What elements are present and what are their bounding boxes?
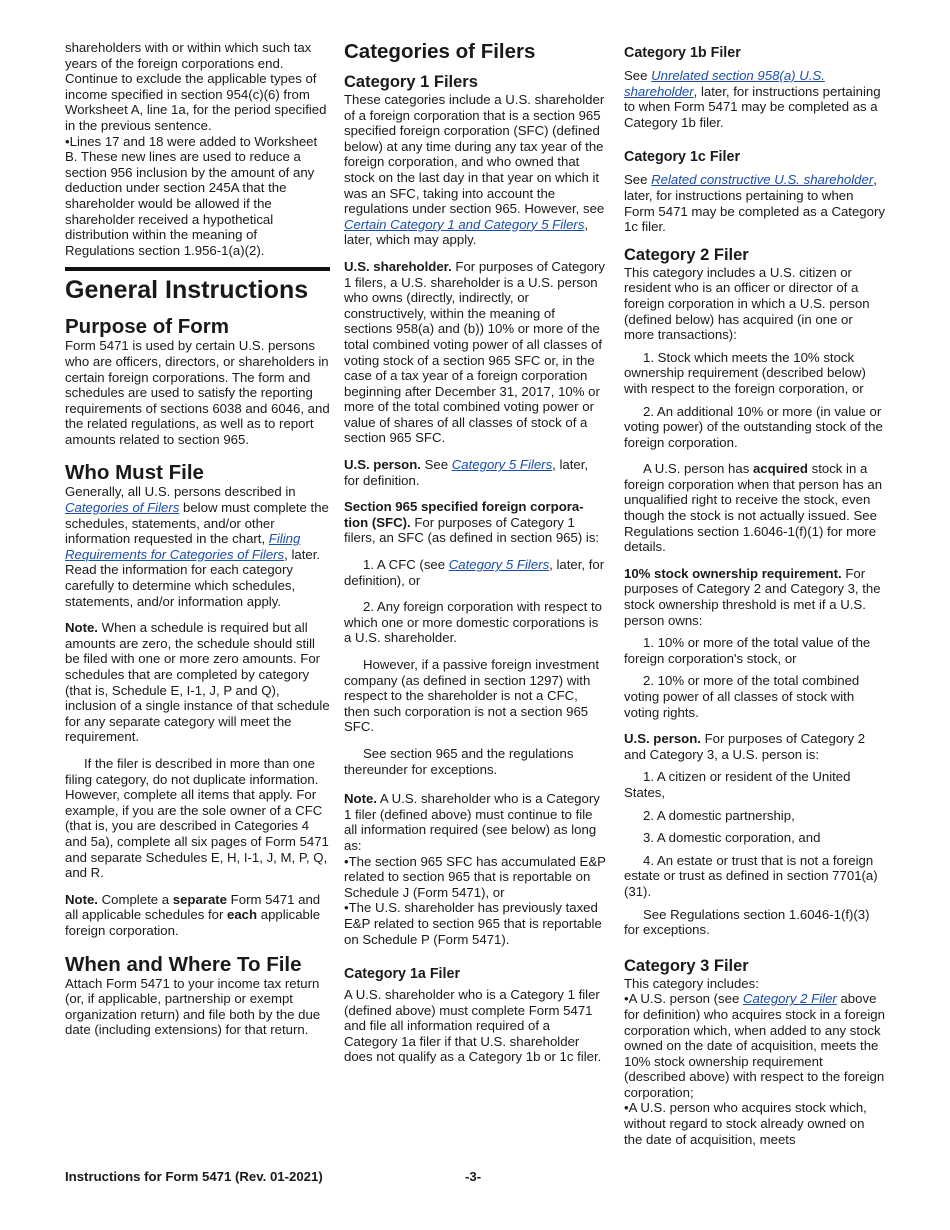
term-label: Section 965 specified foreign corpora-tion (SFC). (344, 499, 584, 530)
purpose-heading: Purpose of Form (65, 315, 230, 339)
column-left (65, 40, 330, 1038)
category-1-paragraph (344, 92, 606, 248)
emphasis: each (227, 907, 258, 923)
text: above for definition) who acquires stock in a foreign corporation which, when added to any stock owned on the date of acquisition, meets the 10% stock ownership requirement (described above) with respect to the foreign corporation; (624, 991, 885, 1100)
term-label: U.S. person. (624, 731, 701, 747)
text: For purposes of Category 1 filers, an SFC (as defined in section 965) is: (344, 514, 600, 546)
column-middle (344, 40, 606, 1065)
note-label: Note. (65, 620, 98, 636)
text: See (624, 172, 652, 188)
note-label: Note. (344, 791, 377, 807)
us-person-item-2: 2. A domestic partnership, (643, 807, 795, 823)
category-1-note (344, 791, 606, 853)
category-1-heading: Category 1 Filers (344, 73, 478, 91)
text: A U.S. shareholder who is a Category 1 filer (defined above) must continue to file all information required (see below) as long as: (344, 791, 600, 853)
ownership-requirement-paragraph (624, 566, 886, 628)
category-1b-paragraph (624, 68, 886, 130)
note-label: Note. (65, 891, 98, 907)
emphasis: acquired (752, 461, 808, 477)
text: stock in a foreign corporation when that person has an unqualified right to receive the stock, even though the stock is not actually issued. See Regulations section 1.6046-1(f)(1) for more details. (624, 461, 883, 555)
purpose-paragraph: Form 5471 is used by certain U.S. persons who are officers, directors, or shareholders in certain foreign corporations. The form and schedules are used to satisfy the reporting requirements of sections 6038 and 6046, and the related regulations, as well as to report amounts related to section 965. (65, 338, 330, 447)
us-person-item-3: 3. A domestic corporation, and (643, 830, 821, 846)
who-must-file-heading: Who Must File (65, 461, 204, 485)
text: For purposes of Category 2 and Category 3, the stock ownership threshold is met if a U.S. person owns: (624, 565, 881, 628)
text: , later, which may apply. (344, 216, 589, 248)
text: , later, for instructions pertaining to when Form 5471 may be completed as a Category 1c filer. (624, 172, 885, 235)
text: Generally, all U.S. persons described in (65, 484, 296, 500)
us-shareholder-paragraph (344, 259, 606, 446)
category-3-heading: Category 3 Filer (624, 956, 749, 975)
term-label: 10% stock ownership requirement. (624, 565, 842, 581)
text: , later, for instructions pertaining to when Form 5471 may be completed as a Category 1b filer. (624, 83, 881, 130)
category-2-link[interactable]: Category 2 Filer (742, 991, 837, 1007)
sfc-paragraph (344, 499, 606, 546)
us-person-item-1: 1. A citizen or resident of the United States, (624, 769, 851, 800)
category-1a-heading: Category 1a Filer (344, 966, 461, 983)
text: below must complete the schedules, statements, and/or other information requested in the chart, (65, 500, 329, 547)
column-right (624, 40, 886, 1147)
general-instructions-heading: General Instructions (65, 267, 330, 305)
category-3-paragraph: This category includes: (624, 975, 759, 991)
text: A U.S. person has (643, 461, 753, 477)
text: These categories include a U.S. shareholder of a foreign corporation that is a section 965 specified foreign corporation (SFC) (defined below) at any time during any tax year of the foreign corporation, and who owned that stock on the last day in that year on which it was an SFC, taking into account the regulations under section 965. However, see (344, 92, 605, 217)
unrelated-shareholder-link[interactable]: Unrelated section 958(a) U.S. shareholder (624, 68, 825, 99)
category-5-link[interactable]: Category 5 Filers (448, 557, 550, 573)
text: A U.S. person (see (628, 991, 743, 1007)
sfc-item-1 (344, 557, 606, 588)
text: For purposes of Category 2 and Category 3, a U.S. person is: (624, 731, 866, 762)
when-where-heading: When and Where To File (65, 952, 302, 976)
text: When a schedule is required but all amounts are zero, the schedule should still be filed with one or more zero amounts. For schedules that are completed by category (that is, Schedule E, I-1, J, P and Q), inclusion of a single instance of that schedule for any separate category will meet the requirement. (65, 620, 330, 745)
category-3-bullet (624, 991, 886, 1100)
term-label: U.S. shareholder. (344, 258, 452, 274)
category-2-item-2: 2. An additional 10% or more (in value or voting power) of the outstanding stock of the foreign corporation. (624, 403, 883, 450)
acquired-paragraph (624, 461, 886, 555)
emphasis: separate (172, 891, 228, 907)
who-must-file-paragraph (65, 484, 330, 609)
when-where-paragraph: Attach Form 5471 to your income tax return (or, if applicable, partnership or exempt organization return) and file both by the due date (including extensions) for that return. (65, 975, 321, 1038)
text: See (624, 68, 652, 83)
pfic-paragraph: However, if a passive foreign investment company (as defined in section 1297) with respect to the shareholder is not a CFC, then such corporation is not a section 965 SFC. (344, 657, 600, 735)
text: 1. A CFC (see (363, 557, 449, 573)
us-person-paragraph (344, 457, 606, 488)
exceptions-paragraph: See Regulations section 1.6046-1(f)(3) for exceptions. (624, 906, 870, 938)
note-bullet: • The section 965 SFC has accumulated E&P related to section 965 that is reportable on Schedule J (Form 5471), or (344, 854, 606, 901)
sfc-item-2: 2. Any foreign corporation with respect to which one or more domestic corporations is a U.S. shareholder. (344, 599, 602, 646)
term-label: U.S. person. (344, 457, 421, 473)
category-2-item-1: 1. Stock which meets the 10% stock ownership requirement (described below) with respect to the foreign corporation, or (624, 349, 866, 396)
category-3-bullet: • A U.S. person who acquires stock which, without regard to stock already owned on the date of acquisition, meets (624, 1100, 886, 1147)
note-separate-form (65, 892, 330, 939)
exceptions-paragraph: See section 965 and the regulations thereunder for exceptions. (344, 745, 574, 777)
category-5-link[interactable]: Category 5 Filers (451, 457, 553, 473)
text: See (420, 457, 452, 473)
requirement-item-2: 2. 10% or more of the total combined voting power of all classes of stock with voting rights. (624, 673, 860, 720)
intro-paragraph: shareholders with or within which such tax years of the foreign corporations end. Continue to exclude the applicable types of income specified in section 954(c)(6) from Worksheet A, line 1a, for the period specified in the previous sentence. (65, 40, 327, 133)
intro-bullet: • Lines 17 and 18 were added to Worksheet B. These new lines are used to reduce a section 956 inclusion by the amount of any deduction under section 245A that the shareholder would be allowed if the shareholder received a hypothetical distribution within the meaning of Regulations section 1.956-1(a)(2). (65, 134, 330, 259)
category-1c-paragraph (624, 172, 886, 234)
text: For purposes of Category 1 filers, a U.S. shareholder is a U.S. person who owns (directly, indirectly, or constructively, within the meaning of sections 958(a) and (b)) 10% or more of the total combined voting power of all classes of voting stock of a section 965 SFC or, in the case of a tax year of a foreign corporation beginning after December 31, 2017, 10% or more of the total combined voting power or value of shares of all classes of stock of a section 965 SFC. (344, 258, 605, 446)
footer-form-title: Instructions for Form 5471 (Rev. 01-2021) (65, 1169, 323, 1184)
text: applicable foreign corporation. (65, 907, 321, 938)
categories-of-filers-link[interactable]: Categories of Filers (65, 500, 180, 516)
page-number: -3- (465, 1169, 482, 1184)
requirement-item-1: 1. 10% or more of the total value of the foreign corporation's stock, or (624, 635, 871, 666)
category-1a-paragraph: A U.S. shareholder who is a Category 1 filer (defined above) must complete Form 5471 and file all information required of a Category 1a filer if that U.S. shareholder does not qualify as a Category 1b or 1c filer. (344, 987, 602, 1065)
categories-heading: Categories of Filers (344, 40, 536, 63)
category-2-paragraph: This category includes a U.S. citizen or resident who is an officer or director of a foreign corporation in which a U.S. person (defined below) has acquired (in one or more transactions): (624, 264, 870, 343)
category-1b-heading: Category 1b Filer (624, 45, 741, 61)
category-1c-heading: Category 1c Filer (624, 149, 741, 166)
us-person-item-4: 4. An estate or trust that is not a foreign estate or trust as defined in section 7701(a)(31). (624, 852, 878, 899)
text: , later, for definition. (344, 457, 589, 488)
related-shareholder-link[interactable]: Related constructive U.S. shareholder (651, 172, 874, 188)
filing-requirements-link[interactable]: Filing Requirements for Categories of Filers (65, 531, 301, 562)
category-2-heading: Category 2 Filer (624, 245, 749, 264)
certain-category-link[interactable]: Certain Category 1 and Category 5 Filers (344, 216, 585, 232)
text: , later, for definition), or (344, 557, 605, 588)
page-footer (65, 1169, 887, 1187)
text: Complete a (97, 891, 173, 907)
note-zero-amounts (65, 620, 330, 745)
note-bullet: • The U.S. shareholder has previously taxed E&P related to section 965 that is reportable on Schedule P (Form 5471). (344, 900, 606, 947)
text: Form 5471 and all applicable schedules for (65, 891, 321, 923)
text: , later. Read the information for each category carefully to determine which schedules, statements, and/or information apply. (65, 546, 321, 609)
us-person-paragraph (624, 731, 886, 762)
multiple-categories-paragraph: If the filer is described in more than one filing category, do not duplicate information. However, complete all items that apply. For example, if you are the sole owner of a CFC (that is, you are described in Categories 4 and 5a), complete all six pages of Form 5471 and separate Schedules E, H, I-1, J, M, P, Q, and R. (65, 755, 329, 881)
